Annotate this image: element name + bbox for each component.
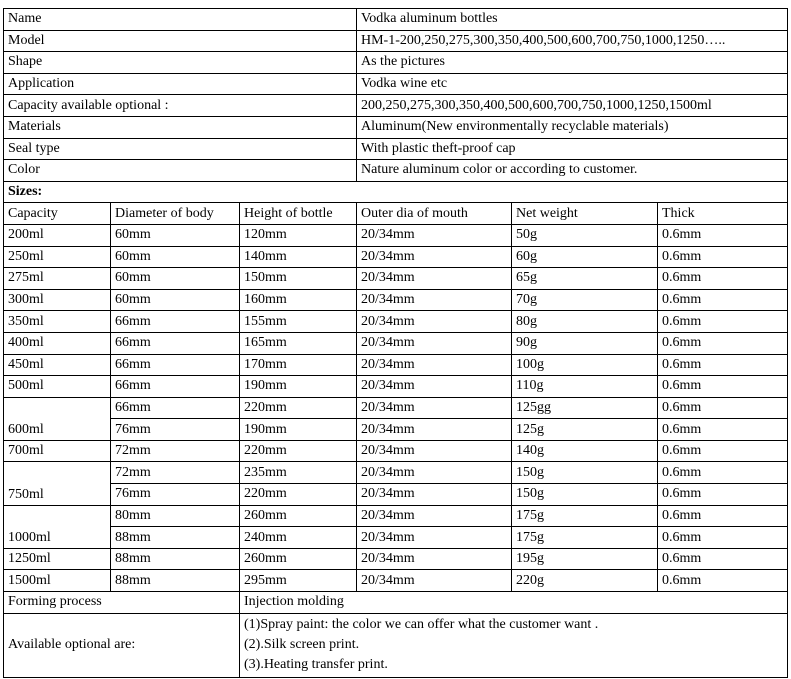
thick-cell: 0.6mm [658,570,788,592]
size-header-row [4,203,788,225]
weight-cell: 125gg [512,397,658,419]
thick-cell: 0.6mm [658,246,788,268]
capacity-cell: 350ml [4,311,111,333]
capacity-cell: 1500ml [4,570,111,592]
height-cell: 220mm [240,397,357,419]
info-value: Nature aluminum color or according to customer. [357,160,788,182]
height-cell: 220mm [240,484,357,506]
thick-cell: 0.6mm [658,354,788,376]
size-row [4,440,788,462]
column-header: Diameter of body [111,203,240,225]
height-cell: 150mm [240,268,357,290]
diameter-cell: 80mm [111,505,240,527]
thick-cell: 0.6mm [658,289,788,311]
info-row-application [4,73,788,95]
optional-item: (3).Heating transfer print. [244,657,388,673]
diameter-cell: 88mm [111,570,240,592]
info-row-capacity [4,95,788,117]
info-row-shape [4,52,788,74]
capacity-cell: 1000ml [4,505,111,548]
info-value: HM-1-200,250,275,300,350,400,500,600,700,750,1000,1250….. [357,30,788,52]
diameter-cell: 60mm [111,224,240,246]
diameter-cell: 88mm [111,548,240,570]
mouth-cell: 20/34mm [357,397,512,419]
mouth-cell: 20/34mm [357,246,512,268]
height-cell: 160mm [240,289,357,311]
mouth-cell: 20/34mm [357,462,512,484]
capacity-cell: 450ml [4,354,111,376]
mouth-cell: 20/34mm [357,289,512,311]
weight-cell: 125g [512,419,658,441]
weight-cell: 50g [512,224,658,246]
capacity-cell: 300ml [4,289,111,311]
column-header: Capacity [4,203,111,225]
thick-cell: 0.6mm [658,376,788,398]
weight-cell: 140g [512,440,658,462]
thick-cell: 0.6mm [658,462,788,484]
weight-cell: 175g [512,505,658,527]
info-value: Aluminum(New environmentally recyclable materials) [357,116,788,138]
info-row-name [4,9,788,31]
thick-cell: 0.6mm [658,332,788,354]
diameter-cell: 88mm [111,527,240,549]
optional-list [240,613,788,677]
height-cell: 190mm [240,376,357,398]
capacity-cell: 275ml [4,268,111,290]
height-cell: 190mm [240,419,357,441]
mouth-cell: 20/34mm [357,484,512,506]
thick-cell: 0.6mm [658,548,788,570]
height-cell: 260mm [240,548,357,570]
info-label: Seal type [4,138,357,160]
info-label: Application [4,73,357,95]
size-row [4,397,788,419]
capacity-cell: 250ml [4,246,111,268]
size-row [4,548,788,570]
weight-cell: 80g [512,311,658,333]
weight-cell: 150g [512,462,658,484]
weight-cell: 65g [512,268,658,290]
capacity-cell: 600ml [4,397,111,440]
size-row [4,462,788,484]
mouth-cell: 20/34mm [357,419,512,441]
size-row [4,311,788,333]
size-row [4,354,788,376]
diameter-cell: 76mm [111,484,240,506]
mouth-cell: 20/34mm [357,527,512,549]
info-label: Capacity available optional : [4,95,357,117]
size-row [4,376,788,398]
capacity-cell: 200ml [4,224,111,246]
size-row [4,289,788,311]
weight-cell: 175g [512,527,658,549]
diameter-cell: 72mm [111,462,240,484]
weight-cell: 100g [512,354,658,376]
thick-cell: 0.6mm [658,505,788,527]
thick-cell: 0.6mm [658,224,788,246]
info-value: With plastic theft-proof cap [357,138,788,160]
weight-cell: 70g [512,289,658,311]
thick-cell: 0.6mm [658,311,788,333]
thick-cell: 0.6mm [658,397,788,419]
diameter-cell: 60mm [111,268,240,290]
forming-process-value: Injection molding [240,592,788,614]
diameter-cell: 72mm [111,440,240,462]
optional-item: (1)Spray paint: the color we can offer what the customer want . [244,617,599,633]
size-row [4,505,788,527]
info-label: Shape [4,52,357,74]
height-cell: 220mm [240,440,357,462]
info-label: Name [4,9,357,31]
optional-row [4,613,788,677]
size-row [4,332,788,354]
info-label: Materials [4,116,357,138]
height-cell: 235mm [240,462,357,484]
diameter-cell: 60mm [111,289,240,311]
height-cell: 260mm [240,505,357,527]
mouth-cell: 20/34mm [357,311,512,333]
weight-cell: 110g [512,376,658,398]
weight-cell: 150g [512,484,658,506]
height-cell: 240mm [240,527,357,549]
diameter-cell: 76mm [111,419,240,441]
thick-cell: 0.6mm [658,419,788,441]
size-row [4,570,788,592]
info-value: Vodka aluminum bottles [357,9,788,31]
diameter-cell: 66mm [111,354,240,376]
mouth-cell: 20/34mm [357,570,512,592]
info-row-color [4,160,788,182]
mouth-cell: 20/34mm [357,505,512,527]
capacity-cell: 700ml [4,440,111,462]
mouth-cell: 20/34mm [357,440,512,462]
sizes-heading: Sizes: [4,181,788,203]
diameter-cell: 66mm [111,376,240,398]
size-row [4,419,788,441]
height-cell: 140mm [240,246,357,268]
mouth-cell: 20/34mm [357,268,512,290]
info-row-seal-type [4,138,788,160]
size-row [4,484,788,506]
capacity-cell: 400ml [4,332,111,354]
capacity-cell: 500ml [4,376,111,398]
diameter-cell: 66mm [111,397,240,419]
info-row-materials [4,116,788,138]
weight-cell: 60g [512,246,658,268]
mouth-cell: 20/34mm [357,224,512,246]
capacity-cell: 1250ml [4,548,111,570]
mouth-cell: 20/34mm [357,332,512,354]
thick-cell: 0.6mm [658,268,788,290]
sizes-heading-row [4,181,788,203]
optional-item: (2).Silk screen print. [244,637,360,653]
diameter-cell: 66mm [111,332,240,354]
height-cell: 170mm [240,354,357,376]
mouth-cell: 20/34mm [357,354,512,376]
info-label: Model [4,30,357,52]
diameter-cell: 60mm [111,246,240,268]
size-row [4,268,788,290]
info-value: As the pictures [357,52,788,74]
capacity-cell: 750ml [4,462,111,505]
column-header: Height of bottle [240,203,357,225]
thick-cell: 0.6mm [658,484,788,506]
column-header: Outer dia of mouth [357,203,512,225]
column-header: Net weight [512,203,658,225]
mouth-cell: 20/34mm [357,548,512,570]
height-cell: 120mm [240,224,357,246]
weight-cell: 220g [512,570,658,592]
mouth-cell: 20/34mm [357,376,512,398]
column-header: Thick [658,203,788,225]
info-label: Color [4,160,357,182]
size-row [4,224,788,246]
weight-cell: 195g [512,548,658,570]
diameter-cell: 66mm [111,311,240,333]
size-row [4,246,788,268]
info-row-model [4,30,788,52]
height-cell: 155mm [240,311,357,333]
weight-cell: 90g [512,332,658,354]
size-row [4,527,788,549]
product-spec-table [3,8,788,678]
forming-process-label: Forming process [4,592,240,614]
thick-cell: 0.6mm [658,527,788,549]
forming-process-row [4,592,788,614]
height-cell: 295mm [240,570,357,592]
info-value: 200,250,275,300,350,400,500,600,700,750,1000,1250,1500ml [357,95,788,117]
thick-cell: 0.6mm [658,440,788,462]
info-value: Vodka wine etc [357,73,788,95]
optional-label: Available optional are: [4,613,240,677]
height-cell: 165mm [240,332,357,354]
